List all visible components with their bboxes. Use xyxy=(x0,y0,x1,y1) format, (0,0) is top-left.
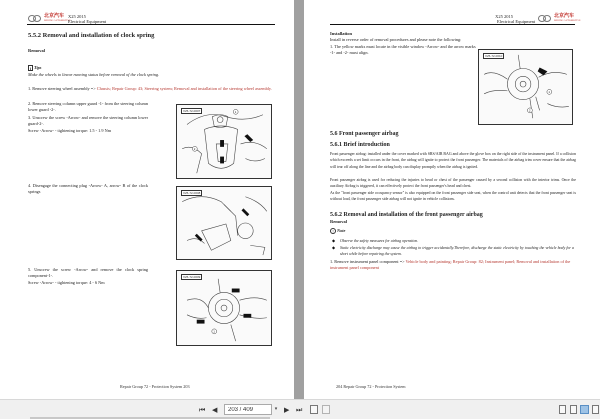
two-page-continuous-view-button[interactable] xyxy=(592,405,599,414)
figure-label: X25-72-0009 xyxy=(183,275,201,279)
figure-label: X25-72-0008 xyxy=(183,191,201,195)
page-number-input[interactable] xyxy=(224,404,272,415)
figure-clock-spring-screws xyxy=(176,270,272,346)
step-2: 2. Remove steering column upper guard -1- from the steering column lower guard -2-. xyxy=(28,101,148,113)
note-label: Note xyxy=(337,228,346,233)
intro-paragraph-3: As the "front passenger side occupancy sensor" is also equipped on the front passenger side seat, when the control unit detects that the front passenger seat is without load, the front passenger side airbag will not ignite in vehicle collisions. xyxy=(330,191,576,202)
svg-text:2: 2 xyxy=(193,146,196,151)
step-4: 4. Disengage the connecting plug -Arrow- A, arrow- B of the clock springs xyxy=(28,183,148,195)
header-section: Electrical Equipment xyxy=(497,19,536,24)
previous-page-button[interactable]: ◀ xyxy=(212,406,218,414)
steering-column-illustration xyxy=(177,105,271,178)
svg-text:2: 2 xyxy=(528,108,531,113)
step-5-torque: Screw -Arrow- - tightening torque: 4 - 6 Nm xyxy=(28,280,105,285)
step-1-link[interactable]: Chassis; Repair Group: 43; Steering system; Removal and installation of the steering wheel assembly. xyxy=(96,86,272,91)
single-page-view-button[interactable] xyxy=(559,405,566,414)
bullet-icon: ◆ xyxy=(332,238,336,243)
svg-text:1: 1 xyxy=(548,89,551,94)
removal-heading: Removal xyxy=(28,48,45,53)
figure-connector-plugs xyxy=(176,186,272,260)
copy-view-icon[interactable] xyxy=(322,405,330,414)
brand-subtext: BEIJING AUTOMOTIVE xyxy=(554,19,581,22)
brand-logo xyxy=(28,14,71,22)
figure-label: X25-72-0010 xyxy=(485,54,503,58)
step-3-torque: Screw -Arrow- - tightening torque: 1.5 - 1.9 Nm xyxy=(28,128,112,133)
note-heading xyxy=(330,228,345,234)
brand-text: 北京汽车 xyxy=(44,14,65,19)
airbag-step-1-text: 1. Remove instrument panel component => xyxy=(330,259,405,264)
tip-icon: i xyxy=(29,66,32,72)
page-203 xyxy=(0,0,294,399)
brand-logo xyxy=(538,14,581,22)
figure-steering-column-guard xyxy=(176,104,272,179)
continuous-view-button[interactable] xyxy=(570,405,577,414)
header-model: X25 2015 xyxy=(68,14,86,19)
step-5: 5. Unscrew the screw -Arrow- and remove the clock spring component-1-. xyxy=(28,267,148,279)
section-title: 5.5.2 Removal and installation of clock spring xyxy=(28,32,155,39)
airbag-step-1-link[interactable]: Vehicle body and painting; Repair Group: 82; Instrument panel; Removal and installation of the instrument panel component xyxy=(330,259,571,271)
tip-text: Make the wheels to linear running status before removal of the clock spring. xyxy=(28,72,160,77)
svg-text:1: 1 xyxy=(213,329,215,334)
page-footer: 204 Repair Group 72 - Protection System xyxy=(336,384,406,389)
removal-heading: Removal xyxy=(330,219,347,224)
first-page-button[interactable]: ⏮ xyxy=(199,406,206,414)
step-3: 3. Unscrew the screw -Arrow- and remove the steering column lower guard-2-. xyxy=(28,115,148,127)
page-footer: Repair Group 72 - Protection System 203 xyxy=(120,384,190,389)
figure-clock-spring-alignment xyxy=(478,49,573,125)
header-rule xyxy=(27,24,275,25)
intro-paragraph-1: Front passenger airbag: installed under the cover marked with SRS/AIR BAG and above the glove box on the right side of the instrument panel. If a collision which exceeds a set limit occurs in the front, the airbag will ignite to protect the front passenger. The materials of the airbag trim cover ensure that the airbag will tear off along the line and the airbag body can display promptly when the airbag is ignited. xyxy=(330,152,576,169)
tip-heading xyxy=(28,65,41,71)
next-page-button[interactable]: ▶ xyxy=(284,406,290,414)
step-1-text: 1. Remove steering wheel assembly => xyxy=(28,86,96,91)
page-204: X25 2015 Electrical Equipment 北京汽车 BEIJING AUTOMOTIVE Installation Install in reverse order of removal procedures and please note the following: 1. The yellow marks must locate in the visible window -Arrow- and the arrow marks -1- and -2- must align. 1 2 X25-72-0010 5.6 Front passenger airbag 5.6.1 Brief introduction Front passenger airbag: installed under the cover marked with SRS/AIR BAG and above the glove box on the right side of the instrument panel. If a collision which exceeds a set limit occurs in the front, the airbag will ignite to protect the front passenger. The materials of the airbag trim cover ensure that the airbag will tear off along the line and the airbag body can display promptly when the airbag is ignited. Front passenger airbag is used for reducing the injuries to head or chest of the passenger caused by a second collision with the interior trims. Once the auxiliary Airbag is triggered, it can effectively protect the front passenger's head and chest. As the "front passenger side occupancy sensor" is also equipped on the front passenger side seat, when the control unit detects that the front passenger seat is without load, the front passenger side airbag will not ignite in vehicle collisions. 5.6.2 Removal and installation of the front passenger airbag Removal ! Note ◆ Observe the safety measures for airbag operation. ◆ Static electricity discharge may cause the airbag to trigger accidentally.Therefore, discharge the static electricity by touching the vehicle body for a short while before repairing the system. 1. Remove instrument panel component => Vehicle body and painting; Repair Group: 82; Instrument panel; Removal and installation of the instrument panel component 204 Repair Group 72 - Protection System xyxy=(304,0,600,399)
page-dropdown-button[interactable]: ▾ xyxy=(274,407,278,412)
rotate-view-icon[interactable] xyxy=(310,405,318,414)
step-1 xyxy=(28,86,276,92)
installation-heading: Installation xyxy=(330,31,353,36)
header-section: Electrical Equipment xyxy=(68,19,107,24)
two-page-view-button[interactable] xyxy=(580,405,589,414)
brief-intro-title: 5.6.1 Brief introduction xyxy=(330,142,390,148)
airbag-section-title: 5.6 Front passenger airbag xyxy=(330,131,399,137)
pdf-toolbar xyxy=(0,399,600,419)
airbag-step-1 xyxy=(330,259,576,271)
svg-text:1: 1 xyxy=(234,109,237,114)
logo-rings-icon xyxy=(28,15,42,22)
installation-intro: Install in reverse order of removal procedures and please note the following: xyxy=(330,37,462,42)
note-2: Static electricity discharge may cause the airbag to trigger accidentally.Therefore, discharge the static electricity by touching the vehicle body for a short while before repairing the system. xyxy=(340,246,574,257)
clock-spring-unit-illustration xyxy=(177,271,271,345)
clock-spring-connector-illustration xyxy=(177,187,271,259)
tip-label: Tips xyxy=(34,65,42,70)
installation-step-1: 1. The yellow marks must locate in the visible window -Arrow- and the arrow marks -1- and -2- must align. xyxy=(330,44,476,56)
figure-label: X25-72-0007 xyxy=(183,109,201,113)
logo-rings-icon xyxy=(538,15,552,22)
clock-spring-alignment-illustration xyxy=(479,50,572,124)
brand-subtext: BEIJING AUTOMOTIVE xyxy=(44,19,71,22)
note-1: Observe the safety measures for airbag operation. xyxy=(340,239,419,243)
brand-text: 北京汽车 xyxy=(554,14,575,19)
intro-paragraph-2: Front passenger airbag is used for reducing the injuries to head or chest of the passenger caused by a second collision with the interior trims. Once the auxiliary Airbag is triggered, it can effectively protect the front passenger's head and chest. xyxy=(330,178,576,189)
bullet-icon: ◆ xyxy=(332,245,336,250)
last-page-button[interactable]: ⏭ xyxy=(296,406,303,414)
header-rule xyxy=(330,24,575,25)
removal-installation-title: 5.6.2 Removal and installation of the front passenger airbag xyxy=(330,212,483,218)
note-icon: ! xyxy=(330,228,336,234)
